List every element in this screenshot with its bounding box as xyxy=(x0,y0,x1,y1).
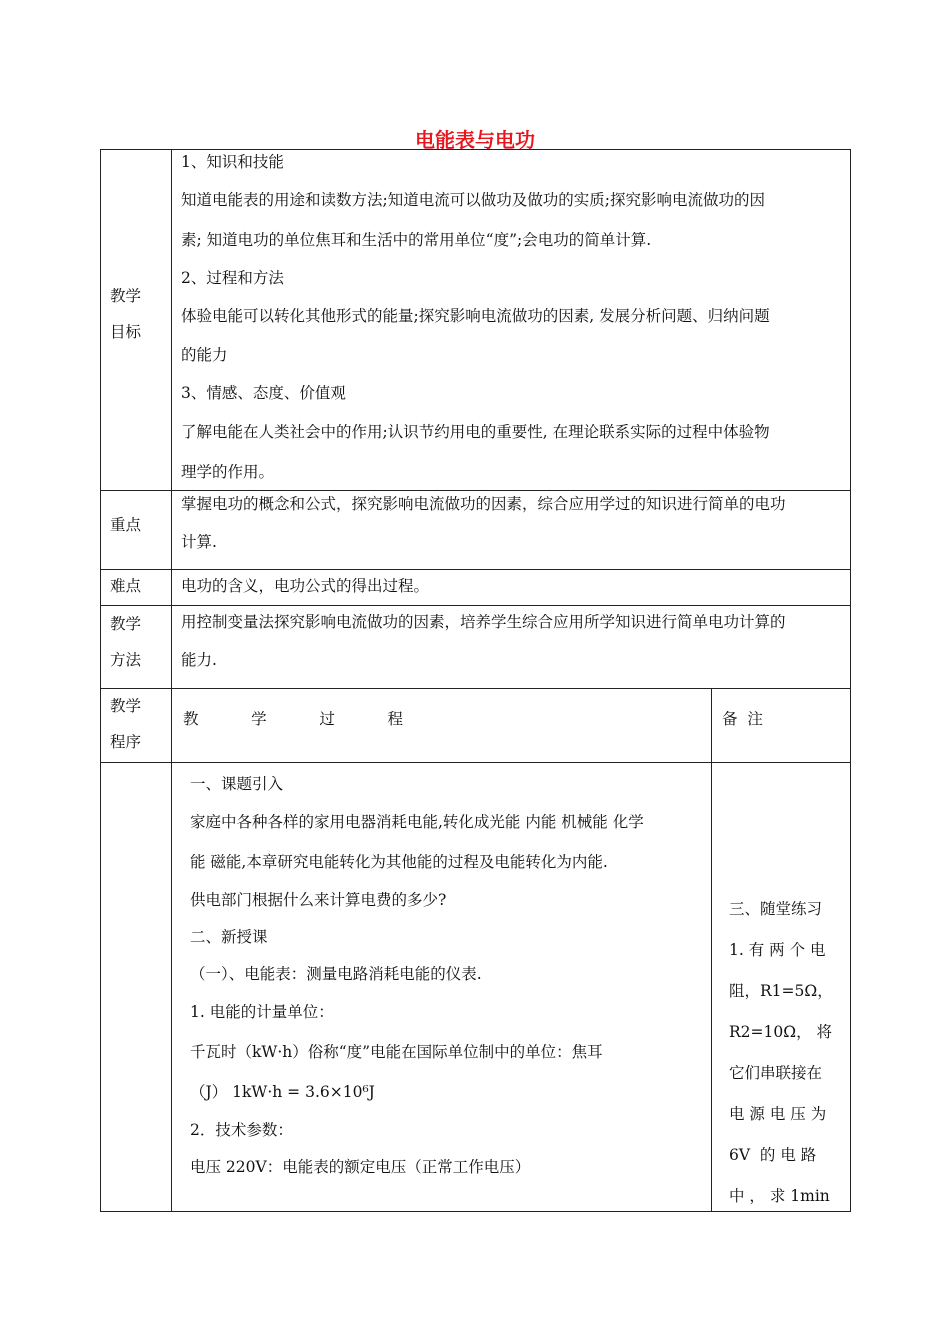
key-points-line: 掌握电功的概念和公式，探究影响电流做功的因素，综合应用学过的知识进行简单的电功 xyxy=(181,495,786,513)
difficulties-label: 难点 xyxy=(110,577,142,595)
difficulties-content xyxy=(181,568,846,604)
document-title: 电能表与电功 xyxy=(415,128,535,152)
row-divider xyxy=(100,688,851,689)
row-divider xyxy=(100,762,851,763)
notes-line: 阻，R1=5Ω， xyxy=(729,982,833,1000)
procedure-label-line2: 程序 xyxy=(110,733,142,751)
process-header-char: 学 xyxy=(251,710,267,728)
objectives-line: 了解电能在人类社会中的作用;认识节约用电的重要性, 在理论联系实际的过程中体验物 xyxy=(181,423,770,441)
process-line: 二、新授课 xyxy=(190,928,268,946)
objectives-line: 素; 知道电功的单位焦耳和生活中的常用单位“度”;会电功的简单计算. xyxy=(181,231,652,249)
method-label-line2: 方法 xyxy=(110,651,142,669)
method-line: 用控制变量法探究影响电流做功的因素，培养学生综合应用所学知识进行简单电功计算的 xyxy=(181,613,786,631)
notes-header: 备 注 xyxy=(722,710,763,728)
procedure-label-line1: 教学 xyxy=(110,697,142,715)
objectives-label-line1: 教学 xyxy=(110,287,142,305)
process-line: 一、课题引入 xyxy=(190,775,284,793)
objectives-label-line2: 目标 xyxy=(110,323,142,341)
key-points-line: 计算. xyxy=(181,533,217,551)
objectives-line: 1、知识和技能 xyxy=(181,153,284,171)
objectives-line: 3、情感、态度、价值观 xyxy=(181,384,346,402)
method-label xyxy=(110,606,141,678)
procedure-label xyxy=(110,688,141,760)
process-header xyxy=(183,701,403,737)
notes-line: 电 源 电 压 为 xyxy=(729,1105,827,1123)
process-header-char: 教 xyxy=(183,710,199,728)
objectives-line: 的能力 xyxy=(181,346,228,364)
process-header-char: 程 xyxy=(387,710,403,728)
process-header-char: 过 xyxy=(319,710,335,728)
notes-line: 它们串联接在 xyxy=(729,1064,823,1082)
notes-line: 6V 的 电 路 xyxy=(729,1146,817,1164)
process-line: （J） 1kW·h = 3.6×10⁶J xyxy=(190,1083,375,1101)
objectives-label xyxy=(110,278,162,350)
notes-line: 1. 有 两 个 电 xyxy=(729,941,826,959)
notes-column-divider xyxy=(711,688,712,1212)
objectives-line: 2、过程和方法 xyxy=(181,269,284,287)
process-line: 供电部门根据什么来计算电费的多少? xyxy=(190,891,447,909)
process-line: 1. 电能的计量单位： xyxy=(190,1003,334,1021)
key-points-label: 重点 xyxy=(110,516,142,534)
notes-line: R2=10Ω， 将 xyxy=(729,1023,833,1041)
process-line: 千瓦时（kW·h）俗称“度”电能在国际单位制中的单位：焦耳 xyxy=(190,1043,603,1061)
objectives-content xyxy=(181,144,846,492)
notes-line: 中 ， 求 1min xyxy=(729,1187,830,1205)
objectives-line: 理学的作用。 xyxy=(181,463,275,481)
process-line: 电压 220V：电能表的额定电压（正常工作电压） xyxy=(190,1158,531,1176)
difficulties-line: 电功的含义，电功公式的得出过程。 xyxy=(181,577,430,595)
process-line: 家庭中各种各样的家用电器消耗电能,转化成光能 内能 机械能 化学 xyxy=(190,813,644,831)
method-line: 能力. xyxy=(181,651,217,669)
notes-content xyxy=(729,889,833,1217)
key-points-content xyxy=(181,485,846,561)
process-line: 2．技术参数： xyxy=(190,1121,293,1139)
objectives-line: 体验电能可以转化其他形式的能量;探究影响电流做功的因素, 发展分析问题、归纳问题 xyxy=(181,307,770,325)
process-content xyxy=(190,766,705,1186)
process-line: 能 磁能,本章研究电能转化为其他能的过程及电能转化为内能. xyxy=(190,853,608,871)
process-line: （一）、电能表：测量电路消耗电能的仪表. xyxy=(190,965,482,983)
notes-line: 三、随堂练习 xyxy=(729,900,823,918)
method-label-line1: 教学 xyxy=(110,615,142,633)
label-column-divider xyxy=(171,149,172,1212)
method-content xyxy=(181,603,846,679)
objectives-line: 知道电能表的用途和读数方法;知道电流可以做功及做功的实质;探究影响电流做功的因 xyxy=(181,191,765,209)
